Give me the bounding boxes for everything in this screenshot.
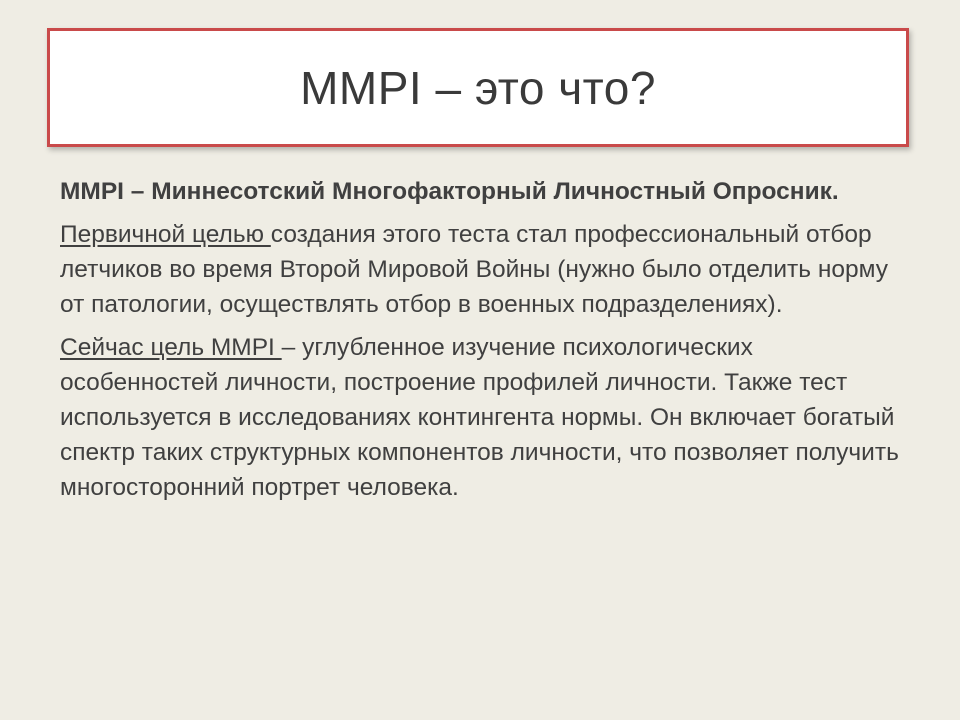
slide-content (60, 174, 910, 513)
primary-goal-underlined: Первичной целью (60, 221, 271, 248)
paragraph-definition: MMPI – Миннесотский Многофакторный Личностный Опросник. (60, 178, 839, 205)
slide-title: MMPI – это что? (300, 61, 656, 114)
title-box (47, 28, 909, 147)
current-goal-underlined: Сейчас цель MMPI (60, 334, 282, 361)
paragraph-current-goal (60, 330, 910, 505)
current-goal-text: – углубленное изучение психологических особенностей личности, построение профилей личности. Также тест используется в исследованиях контингента нормы. Он включает богатый спектр таких структурных компонентов личности, что позволяет получить многосторонний портрет человека. (60, 334, 899, 501)
paragraph-primary-goal (60, 217, 910, 322)
primary-goal-text: создания этого теста стал профессиональный отбор летчиков во время Второй Мировой Войны (нужно было отделить норму от патологии, осуществлять отбор в военных подразделениях). (60, 221, 888, 318)
